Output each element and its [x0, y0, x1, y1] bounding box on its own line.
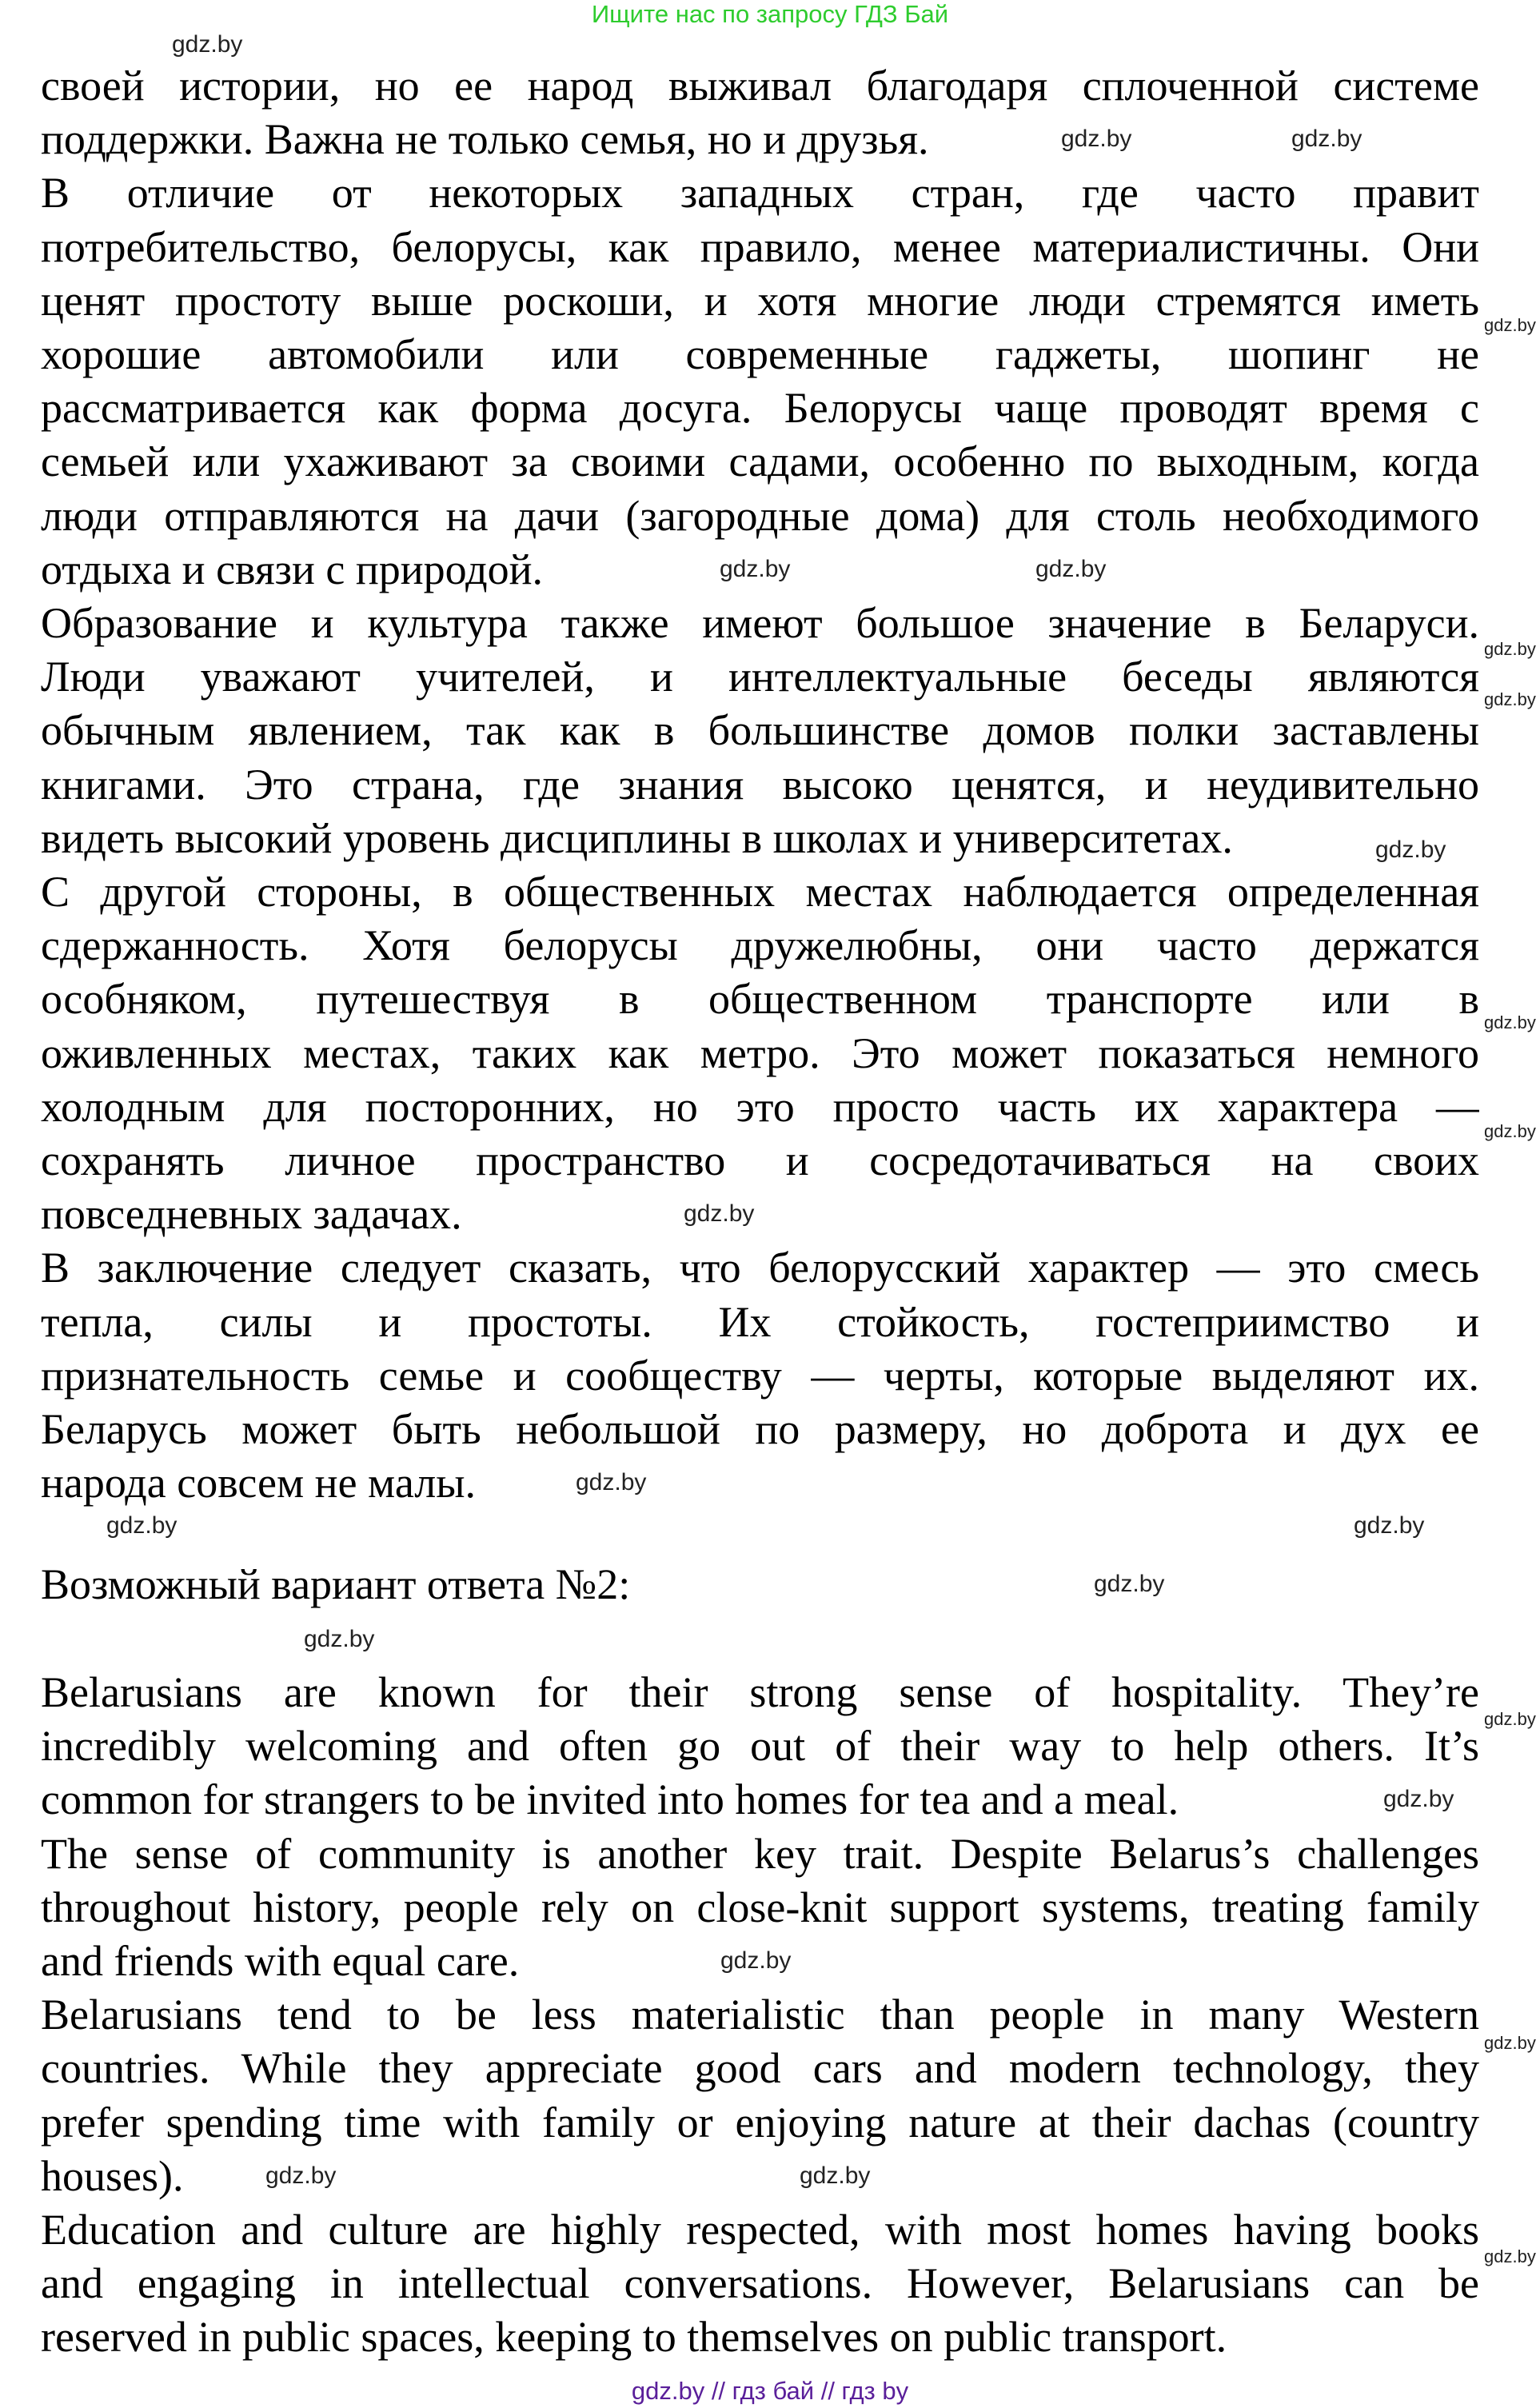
text-line: and engaging in intellectual conversations. However, Belarusians can be [41, 2259, 1479, 2307]
text-line: countries. While they appreciate good cars and modern technology, they [41, 2044, 1479, 2092]
text-line: and friends with equal care. [41, 1937, 520, 1985]
text-line: признательность семье и сообществу — черты, которые выделяют их. [41, 1352, 1479, 1400]
answer-heading: Возможный вариант ответа №2: [41, 1560, 631, 1608]
watermark-text: gdz.by [1291, 126, 1362, 152]
watermark-text: gdz.by [1484, 1709, 1536, 1729]
text-line: своей истории, но ее народ выживал благодаря сплоченной системе [41, 62, 1479, 110]
watermark-text: gdz.by [576, 1469, 647, 1496]
text-line: В заключение следует сказать, что белорусский характер — это смесь [41, 1244, 1479, 1292]
watermark-text: gdz.by [1484, 2033, 1536, 2053]
text-line: холодным для посторонних, но это просто часть их характера — [41, 1083, 1479, 1131]
text-line: Беларусь может быть небольшой по размеру, но доброта и дух ее [41, 1405, 1479, 1453]
text-line: народа совсем не малы. [41, 1459, 477, 1507]
text-line: Belarusians are known for their strong sense of hospitality. They’re [41, 1668, 1479, 1716]
watermark-text: gdz.by [172, 31, 243, 58]
text-line: отдыха и связи с природой. [41, 545, 543, 593]
text-line: ценят простоту выше роскоши, и хотя многие люди стремятся иметь [41, 277, 1479, 325]
text-line: throughout history, people rely on close-knit support systems, treating family [41, 1883, 1479, 1931]
text-line: Belarusians tend to be less materialistic than people in many Western [41, 1991, 1479, 2039]
footer-links[interactable]: gdz.by // гдз бай // гдз by [631, 2377, 909, 2405]
watermark-text: gdz.by [106, 1512, 178, 1539]
text-line: рассматривается как форма досуга. Белорусы чаще проводят время с [41, 384, 1479, 432]
text-line: common for strangers to be invited into homes for tea and a meal. [41, 1775, 1179, 1823]
watermark-text: gdz.by [1375, 837, 1446, 863]
text-line: хорошие автомобили или современные гаджеты, шопинг не [41, 330, 1479, 378]
text-line: особняком, путешествуя в общественном транспорте или в [41, 975, 1479, 1023]
watermark-text: gdz.by [1484, 315, 1536, 335]
text-line: сохранять личное пространство и сосредотачиваться на своих [41, 1136, 1479, 1184]
text-line: потребительство, белорусы, как правило, менее материалистичны. Они [41, 223, 1479, 271]
watermark-text: gdz.by [265, 2162, 337, 2189]
text-line: incredibly welcoming and often go out of their way to help others. It’s [41, 1722, 1479, 1770]
text-line: тепла, силы и простоты. Их стойкость, гостеприимство и [41, 1298, 1479, 1346]
text-line: семьей или ухаживают за своими садами, особенно по выходным, когда [41, 437, 1479, 485]
watermark-text: gdz.by [720, 556, 791, 582]
watermark-text: gdz.by [1354, 1512, 1425, 1539]
watermark-text: gdz.by [1383, 1786, 1454, 1812]
watermark-text: gdz.by [1484, 639, 1536, 659]
watermark-text: gdz.by [1484, 1012, 1536, 1032]
watermark-text: gdz.by [1484, 1121, 1536, 1141]
watermark-text: gdz.by [304, 1626, 375, 1652]
text-line: Education and culture are highly respected, with most homes having books [41, 2206, 1479, 2254]
watermark-text: gdz.by [1484, 689, 1536, 709]
watermark-text: gdz.by [684, 1200, 755, 1227]
text-line: reserved in public spaces, keeping to themselves on public transport. [41, 2313, 1227, 2361]
text-line: видеть высокий уровень дисциплины в школах и университетах. [41, 814, 1233, 862]
text-line: поддержки. Важна не только семья, но и друзья. [41, 115, 929, 163]
watermark-text: gdz.by [1094, 1571, 1165, 1597]
text-line: Люди уважают учителей, и интеллектуальные беседы являются [41, 653, 1479, 701]
text-line: люди отправляются на дачи (загородные дома) для столь необходимого [41, 492, 1479, 540]
text-line: оживленных местах, таких как метро. Это может показаться немного [41, 1029, 1479, 1077]
search-banner: Ищите нас по запросу ГДЗ Бай [591, 0, 949, 28]
watermark-text: gdz.by [720, 1947, 792, 1974]
text-line: The sense of community is another key trait. Despite Belarus’s challenges [41, 1830, 1479, 1878]
text-line: С другой стороны, в общественных местах наблюдается определенная [41, 868, 1479, 916]
watermark-text: gdz.by [1061, 126, 1132, 152]
text-line: houses). [41, 2152, 184, 2200]
text-line: обычным явлением, так как в большинстве домов полки заставлены [41, 706, 1479, 754]
watermark-text: gdz.by [1484, 2246, 1536, 2266]
text-line: Образование и культура также имеют большое значение в Беларуси. [41, 599, 1479, 647]
text-line: prefer spending time with family or enjoying nature at their dachas (country [41, 2099, 1479, 2146]
watermark-text: gdz.by [1035, 556, 1107, 582]
text-line: повседневных задачах. [41, 1190, 462, 1238]
text-line: книгами. Это страна, где знания высоко ценятся, и неудивительно [41, 761, 1479, 809]
text-line: В отличие от некоторых западных стран, где часто правит [41, 169, 1479, 217]
watermark-text: gdz.by [800, 2162, 871, 2189]
text-line: сдержанность. Хотя белорусы дружелюбны, они часто держатся [41, 921, 1479, 969]
